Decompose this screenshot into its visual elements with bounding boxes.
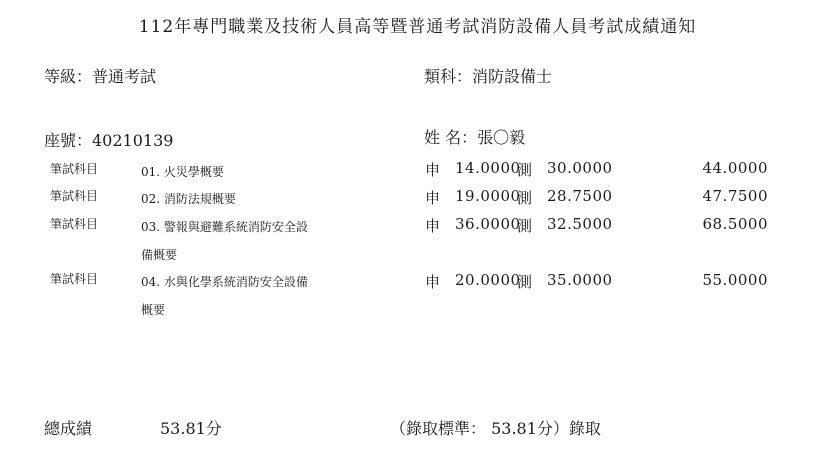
score-b: 28.7500	[547, 187, 613, 205]
subject-type: 筆試科目	[50, 272, 99, 286]
candidate-name	[424, 125, 525, 148]
score-total: 44.0000	[702, 159, 768, 177]
score-total: 47.7500	[702, 187, 768, 205]
subject-name: 04. 水與化學系統消防安全設備	[141, 275, 308, 289]
score-a: 20.0000	[455, 271, 521, 289]
score-b: 32.5000	[547, 215, 613, 233]
score-b-label: 測	[517, 217, 533, 235]
score-b: 35.0000	[547, 271, 613, 289]
score-b: 30.0000	[547, 159, 613, 177]
subject-type: 筆試科目	[50, 189, 99, 203]
subject-code: 申	[425, 189, 441, 207]
score-total: 55.0000	[702, 271, 768, 289]
subject-code: 申	[425, 273, 441, 291]
exam-category: 類科：消防設備士	[424, 67, 553, 86]
total-label: 總成績	[44, 419, 93, 438]
admission-standard: （錄取標準： 53.81分）錄取	[390, 419, 601, 438]
score-total: 68.5000	[702, 215, 768, 233]
subject-name-cont: 備概要	[141, 248, 178, 262]
name-mask: 〇	[493, 128, 510, 147]
name-label: 姓 名：張	[424, 128, 494, 147]
score-b-label: 測	[517, 161, 533, 179]
score-a: 14.0000	[455, 159, 521, 177]
score-b-label: 測	[517, 189, 533, 207]
subject-code: 申	[425, 217, 441, 235]
subject-name: 03. 警報與避難系統消防安全設	[141, 220, 308, 234]
subject-type: 筆試科目	[50, 217, 99, 231]
subject-name-cont: 概要	[141, 303, 166, 317]
score-a: 19.0000	[455, 187, 521, 205]
subject-name: 02. 消防法規概要	[141, 192, 236, 206]
total-score: 53.81分	[160, 419, 222, 438]
subject-code: 申	[425, 161, 441, 179]
exam-level: 等級：普通考試	[44, 67, 157, 86]
score-b-label: 測	[517, 273, 533, 291]
subject-type: 筆試科目	[50, 162, 99, 176]
page-title: 112年專門職業及技術人員高等暨普通考試消防設備人員考試成績通知	[138, 17, 697, 37]
score-a: 36.0000	[455, 215, 521, 233]
subject-name: 01. 火災學概要	[141, 165, 224, 179]
name-tail: 毅	[509, 128, 526, 147]
seat-number: 座號：40210139	[44, 131, 174, 150]
